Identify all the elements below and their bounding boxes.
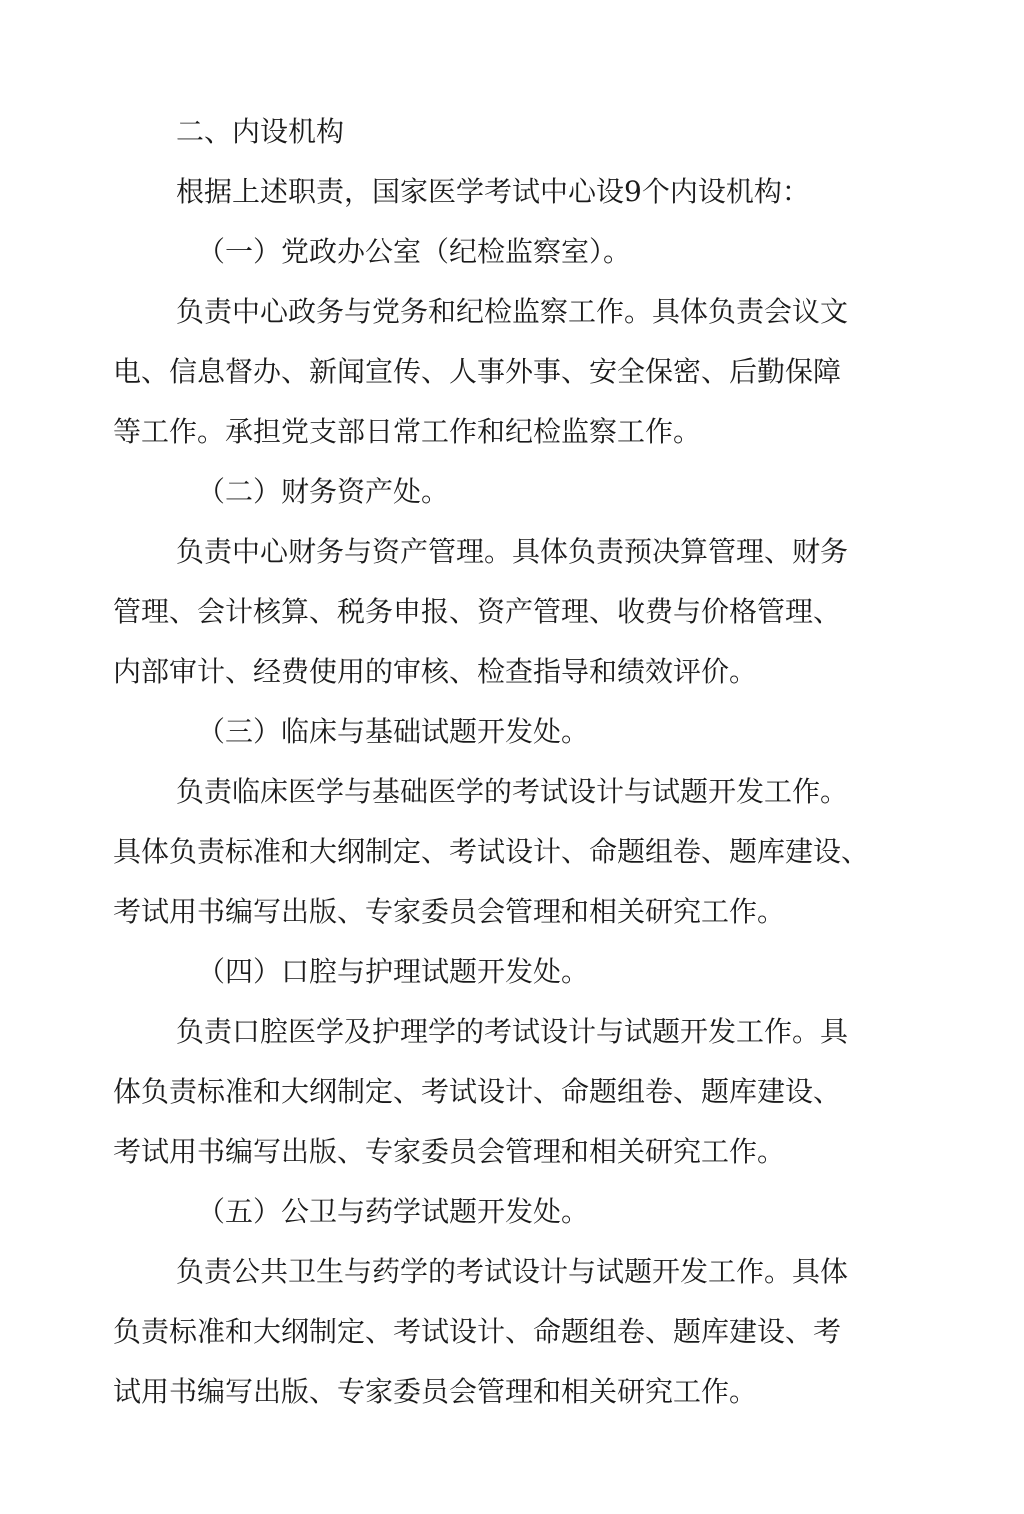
paragraph-line: 试用书编写出版、专家委员会管理和相关研究工作。 [113, 1375, 758, 1408]
unit-heading: （五）公卫与药学试题开发处。 [197, 1195, 590, 1228]
paragraph-line: 负责口腔医学及护理学的考试设计与试题开发工作。具 [176, 1015, 849, 1048]
paragraph-line: 负责标准和大纲制定、考试设计、命题组卷、题库建设、考 [113, 1315, 842, 1348]
unit-heading: （一）党政办公室（纪检监察室）。 [197, 235, 632, 268]
paragraph-line: 电、信息督办、新闻宣传、人事外事、安全保密、后勤保障 [113, 355, 842, 388]
paragraph-line: 等工作。承担党支部日常工作和纪检监察工作。 [113, 415, 702, 448]
unit-heading: （三）临床与基础试题开发处。 [197, 715, 590, 748]
paragraph-line: 管理、会计核算、税务申报、资产管理、收费与价格管理、 [113, 595, 842, 628]
paragraph-line: 负责中心政务与党务和纪检监察工作。具体负责会议文 [176, 295, 849, 328]
section-heading: 二、内设机构 [176, 115, 345, 148]
paragraph-line: 负责中心财务与资产管理。具体负责预决算管理、财务 [176, 535, 849, 568]
paragraph-line: 负责临床医学与基础医学的考试设计与试题开发工作。 [176, 775, 849, 808]
unit-heading: （四）口腔与护理试题开发处。 [197, 955, 590, 988]
paragraph-line: 体负责标准和大纲制定、考试设计、命题组卷、题库建设、 [113, 1075, 842, 1108]
intro-paragraph: 根据上述职责，国家医学考试中心设9个内设机构： [176, 175, 810, 208]
paragraph-line: 具体负责标准和大纲制定、考试设计、命题组卷、题库建设、 [113, 835, 870, 868]
paragraph-line: 考试用书编写出版、专家委员会管理和相关研究工作。 [113, 1135, 786, 1168]
paragraph-line: 内部审计、经费使用的审核、检查指导和绩效评价。 [113, 655, 758, 688]
unit-heading: （二）财务资产处。 [197, 475, 450, 508]
paragraph-line: 负责公共卫生与药学的考试设计与试题开发工作。具体 [176, 1255, 849, 1288]
paragraph-line: 考试用书编写出版、专家委员会管理和相关研究工作。 [113, 895, 786, 928]
